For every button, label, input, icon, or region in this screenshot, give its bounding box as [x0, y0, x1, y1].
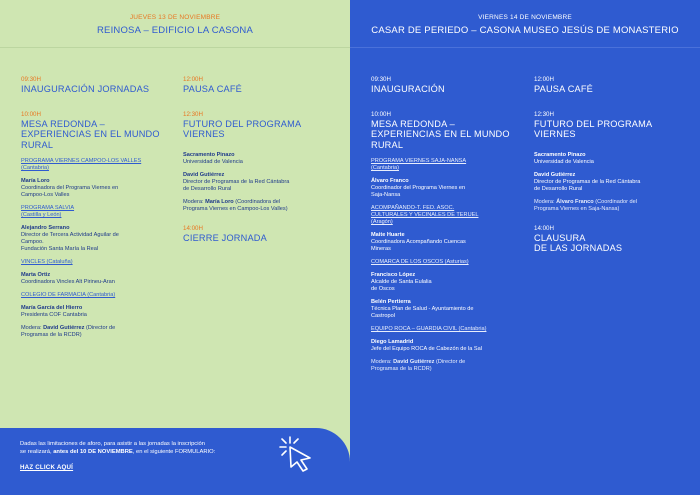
speaker-name: Diego Lamadrid: [371, 339, 414, 345]
session-title: MESA REDONDA – EXPERIENCIAS EN EL MUNDO RURAL: [21, 118, 160, 150]
speaker-name: Maite Huarte: [371, 232, 405, 238]
speaker-name: Belén Pertierra: [371, 299, 411, 305]
session-title: CIERRE JORNADA: [183, 232, 267, 243]
session-time: 12:00H: [183, 76, 203, 83]
speaker-role: Universidad de Valencia: [183, 158, 243, 165]
day-2-column-2: [534, 76, 694, 262]
program-link[interactable]: EQUIPO ROCA – GUARDIA CIVIL (Cantabria): [371, 326, 487, 332]
session-title: INAUGURACIÓN JORNADAS: [21, 84, 150, 94]
session-title: CLAUSURA DE LAS JORNADAS: [534, 232, 623, 253]
speaker-role: Coordinadora Acompañando Cuencas Mineras: [371, 239, 466, 252]
registration-text: Dadas las limitaciones de aforo, para asistir a las jornadas la inscripción se realizará, antes del 10 DE NOVIEMBRE, en el siguiente FORMULARIO:: [20, 441, 216, 455]
session-time: 12:30H: [534, 110, 554, 118]
program-link[interactable]: ACOMPAÑANDO-T. FED. ASOC. CULTURALES Y VECINALES DE TERUEL (Aragón): [371, 205, 479, 225]
session-title: PAUSA CAFÉ: [183, 84, 243, 94]
speaker-name: María Loro: [21, 178, 50, 184]
speaker-name: Álvaro Franco: [371, 178, 409, 184]
speaker-name: David Gutiérrez: [534, 171, 576, 178]
session-title: MESA REDONDA – EXPERIENCIAS EN EL MUNDO RURAL: [371, 118, 510, 150]
speaker-name: David Gutiérrez: [183, 171, 225, 178]
speaker-role: Coordinadora Vincles Alt Pirineu-Aran: [21, 279, 115, 285]
day-1-column-2: [183, 76, 343, 251]
program-link[interactable]: PROGRAMA SALVIA (Castilla y León): [21, 205, 75, 218]
speaker-role: Jefe del Equipo ROCA de Cabezón de la Sal: [371, 346, 483, 352]
speaker-name: Marta Ortiz: [21, 272, 51, 278]
day-2-date: VIERNES 14 DE NOVIEMBRE: [478, 14, 572, 21]
registration-banner: [0, 428, 350, 495]
day-2-panel: [350, 0, 700, 495]
session-title: FUTURO DEL PROGRAMA VIERNES: [183, 118, 302, 139]
day-1-date: JUEVES 13 DE NOVIEMBRE: [129, 14, 221, 21]
speaker-name: Alejandro Serrano: [21, 225, 70, 231]
program-link[interactable]: VINCLES (Cataluña): [21, 259, 73, 265]
session-time: 12:00H: [534, 76, 554, 83]
program-link[interactable]: PROGRAMA VIERNES CAMPOO-LOS VALLES (Cantabria): [21, 158, 142, 171]
speaker-name: María García del Hierro: [21, 305, 83, 311]
register-link[interactable]: HAZ CLICK AQUÍ: [20, 464, 74, 471]
day-1-header: [0, 0, 350, 48]
day-2-column-1: [371, 76, 521, 379]
program-link[interactable]: COMARCA DE LOS OSCOS (Asturias): [371, 259, 469, 265]
day-2-location: CASAR DE PERIEDO – CASONA MUSEO JESÚS DE MONASTERIO: [371, 25, 679, 36]
session-title: INAUGURACIÓN: [371, 84, 445, 94]
program-link[interactable]: PROGRAMA VIERNES SAJA-NANSA (Cantabria): [371, 158, 467, 171]
speaker-role: Director de Programas de la Red Cántabra de Desarrollo Rural: [534, 178, 641, 192]
speaker-role: Universidad de Valencia: [534, 158, 594, 165]
speaker-role: Técnica Plan de Salud - Ayuntamiento de Castropol: [371, 306, 474, 319]
speaker-role: Alcalde de Santa Eulalia de Oscos: [371, 279, 432, 292]
session-title: FUTURO DEL PROGRAMA VIERNES: [534, 118, 653, 139]
day-2-header: [350, 0, 700, 48]
speaker-role: Coordinador del Programa Viernes en Saja-Nansa: [371, 185, 466, 198]
moderator: Modera: David Gutiérrez (Director de Programas de la RCDR): [21, 325, 116, 338]
speaker-role: Presidenta COF Cantabria: [21, 312, 87, 318]
click-cursor-icon[interactable]: [276, 434, 318, 472]
speaker-name: Sacramento Pinazo: [183, 151, 235, 158]
speaker-role: Director de Tercera Actividad Aguilar de Campoo. Fundación Santa María la Real: [21, 232, 119, 252]
speaker-role: Coordinadora del Programa Viernes en Campoo-Los Valles: [21, 185, 119, 198]
session-time: 09:30H: [21, 76, 41, 83]
day-1-location: REINOSA – EDIFICIO LA CASONA: [96, 25, 254, 36]
session-time: 09:30H: [371, 76, 391, 83]
moderator: Modera: María Loro (Coordinadora del Programa Viernes en Campoo-Los Valles): [183, 198, 288, 212]
session-time: 14:00H: [183, 224, 203, 232]
moderator: Modera: Álvaro Franco (Coordinador del Programa Viernes en Saja-Nansa): [534, 198, 637, 212]
moderator: Modera: David Gutiérrez (Director de Programas de la RCDR): [371, 359, 466, 372]
session-title: PAUSA CAFÉ: [534, 84, 594, 94]
session-time: 10:00H: [371, 110, 391, 118]
speaker-role: Director de Programas de la Red Cántabra de Desarrollo Rural: [183, 178, 290, 192]
program-link[interactable]: COLEGIO DE FARMACIA (Cantabria): [21, 292, 116, 298]
speaker-name: Sacramento Pinazo: [534, 151, 586, 158]
day-1-column-1: [21, 76, 171, 345]
session-time: 14:00H: [534, 224, 554, 232]
speaker-name: Francisco López: [371, 272, 416, 278]
session-time: 12:30H: [183, 110, 203, 118]
session-time: 10:00H: [21, 110, 41, 118]
